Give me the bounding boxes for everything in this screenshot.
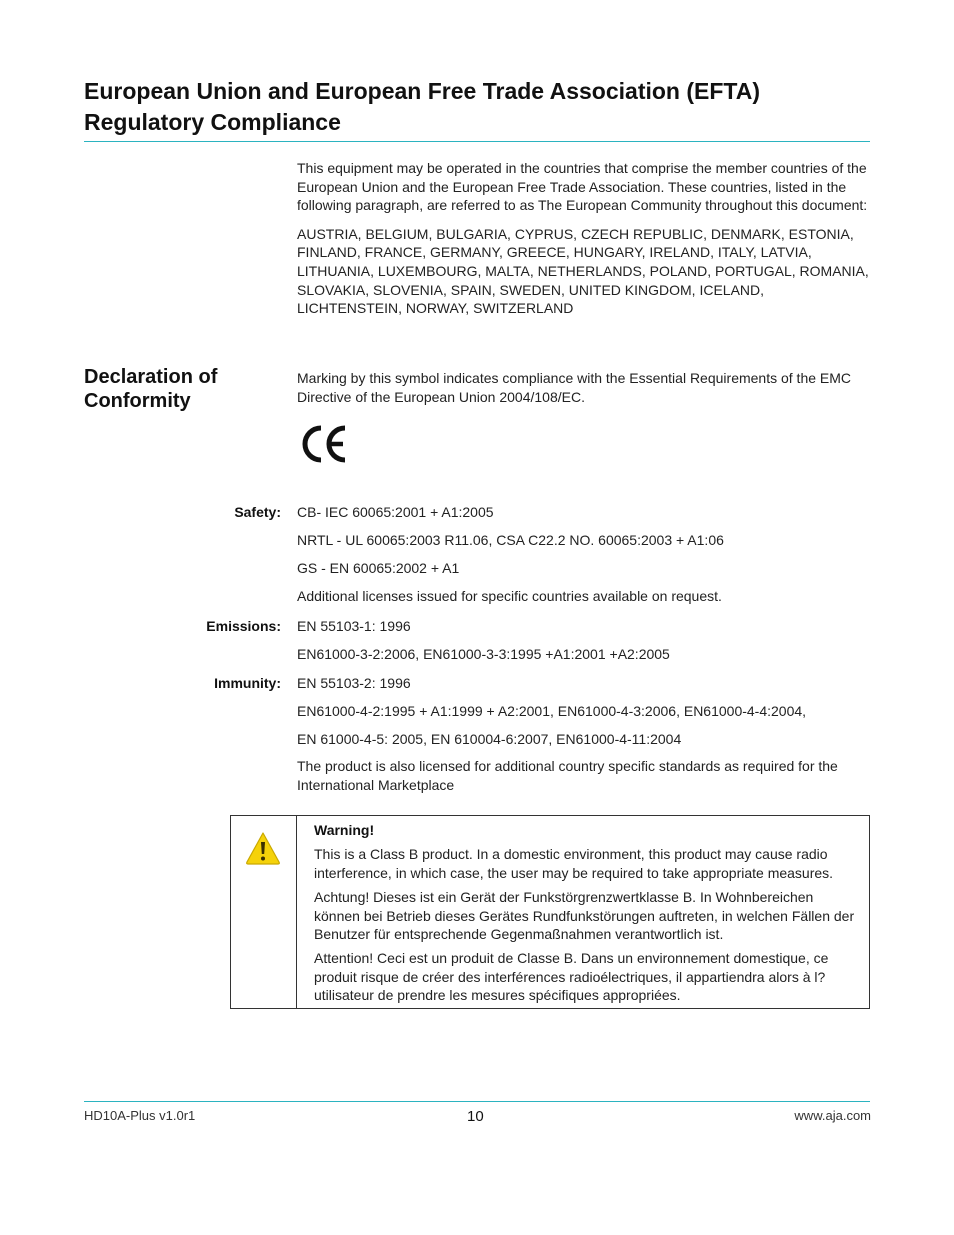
footer-website: www.aja.com <box>794 1108 871 1123</box>
emissions-standard: EN 55103-1: 1996 <box>297 618 411 634</box>
warning-content <box>314 821 859 1011</box>
footer-document-version: HD10A-Plus v1.0r1 <box>84 1108 196 1123</box>
warning-german: Achtung! Dieses ist ein Gerät der Funkstörgrenzwertklasse B. In Wohnbereichen können bei Betrieb dieses Gerätes Rundfunkstörungen auftreten, in welchen Fällen der Benutzer für entsprechende Gegenmaßnahmen verantwortlich ist. <box>314 889 855 943</box>
safety-row <box>0 586 954 606</box>
immunity-row <box>0 729 954 749</box>
warning-title: Warning! <box>314 822 375 838</box>
footer-divider <box>84 1101 870 1102</box>
emissions-standard: EN61000-3-2:2006, EN61000-3-3:1995 +A1:2001 +A2:2005 <box>297 646 670 662</box>
intro-section <box>297 159 872 328</box>
warning-divider <box>296 816 297 1008</box>
warning-box <box>230 815 870 1009</box>
marketplace-note-row <box>0 757 954 797</box>
safety-standard: CB- IEC 60065:2001 + A1:2005 <box>297 504 494 520</box>
safety-note: Additional licenses issued for specific countries available on request. <box>297 588 722 604</box>
safety-row <box>0 558 954 578</box>
emissions-row <box>0 616 954 636</box>
emissions-row <box>0 644 954 664</box>
country-list: AUSTRIA, BELGIUM, BULGARIA, CYPRUS, CZECH REPUBLIC, DENMARK, ESTONIA, FINLAND, FRANCE, GERMANY, GREECE, HUNGARY, IRELAND, ITALY, LATVIA, LITHUANIA, LUXEMBOURG, MALTA, NETHERLANDS, POLAND, PORTUGAL, ROMANIA, SLOVAKIA, SLOVENIA, SPAIN, SWEDEN, UNITED KINGDOM, ICELAND, LICHTENSTEIN, NORWAY, SWITZERLAND <box>297 225 869 317</box>
safety-row <box>0 530 954 550</box>
marketplace-note: The product is also licensed for additional country specific standards as required for the International Marketplace <box>297 758 838 793</box>
title-divider <box>84 141 870 142</box>
ce-mark-icon <box>302 425 348 463</box>
warning-english: This is a Class B product. In a domestic environment, this product may cause radio interference, in which case, the user may be required to take appropriate measures. <box>314 846 834 881</box>
declaration-heading: Declaration of Conformity <box>84 366 218 412</box>
declaration-text: Marking by this symbol indicates compliance with the Essential Requirements of the EMC Directive of the European Union 2004/108/EC. <box>297 370 852 405</box>
immunity-standard: EN61000-4-2:1995 + A1:1999 + A2:2001, EN61000-4-3:2006, EN61000-4-4:2004, <box>297 703 807 719</box>
immunity-row <box>0 673 954 693</box>
safety-row <box>0 502 954 522</box>
safety-standard: NRTL - UL 60065:2003 R11.06, CSA C22.2 NO. 60065:2003 + A1:06 <box>297 532 724 548</box>
warning-triangle-icon <box>245 831 281 865</box>
immunity-label: Immunity: <box>214 675 281 691</box>
immunity-standard: EN 55103-2: 1996 <box>297 675 411 691</box>
warning-french: Attention! Ceci est un produit de Classe B. Dans un environnement domestique, ce produit risque de créer des interférences radioélectriques, il appartiendra alors à l?utilisateur de prendre les mesures spécifiques appropriées. <box>314 950 829 1004</box>
immunity-standard: EN 61000-4-5: 2005, EN 610004-6:2007, EN61000-4-11:2004 <box>297 731 682 747</box>
page-title <box>84 76 874 138</box>
footer-page-number: 10 <box>467 1108 484 1125</box>
page-title-line1: European Union and European Free Trade Association (EFTA) <box>84 78 761 104</box>
page-title-line2: Regulatory Compliance <box>84 109 341 135</box>
emissions-label: Emissions: <box>206 618 281 634</box>
immunity-row <box>0 701 954 721</box>
safety-label: Safety: <box>234 504 281 520</box>
safety-standard: GS - EN 60065:2002 + A1 <box>297 560 460 576</box>
intro-paragraph: This equipment may be operated in the countries that comprise the member countries of the European Union and the European Free Trade Association. These countries, listed in the following paragraph, are referred to as The European Community throughout this document: <box>297 160 868 214</box>
